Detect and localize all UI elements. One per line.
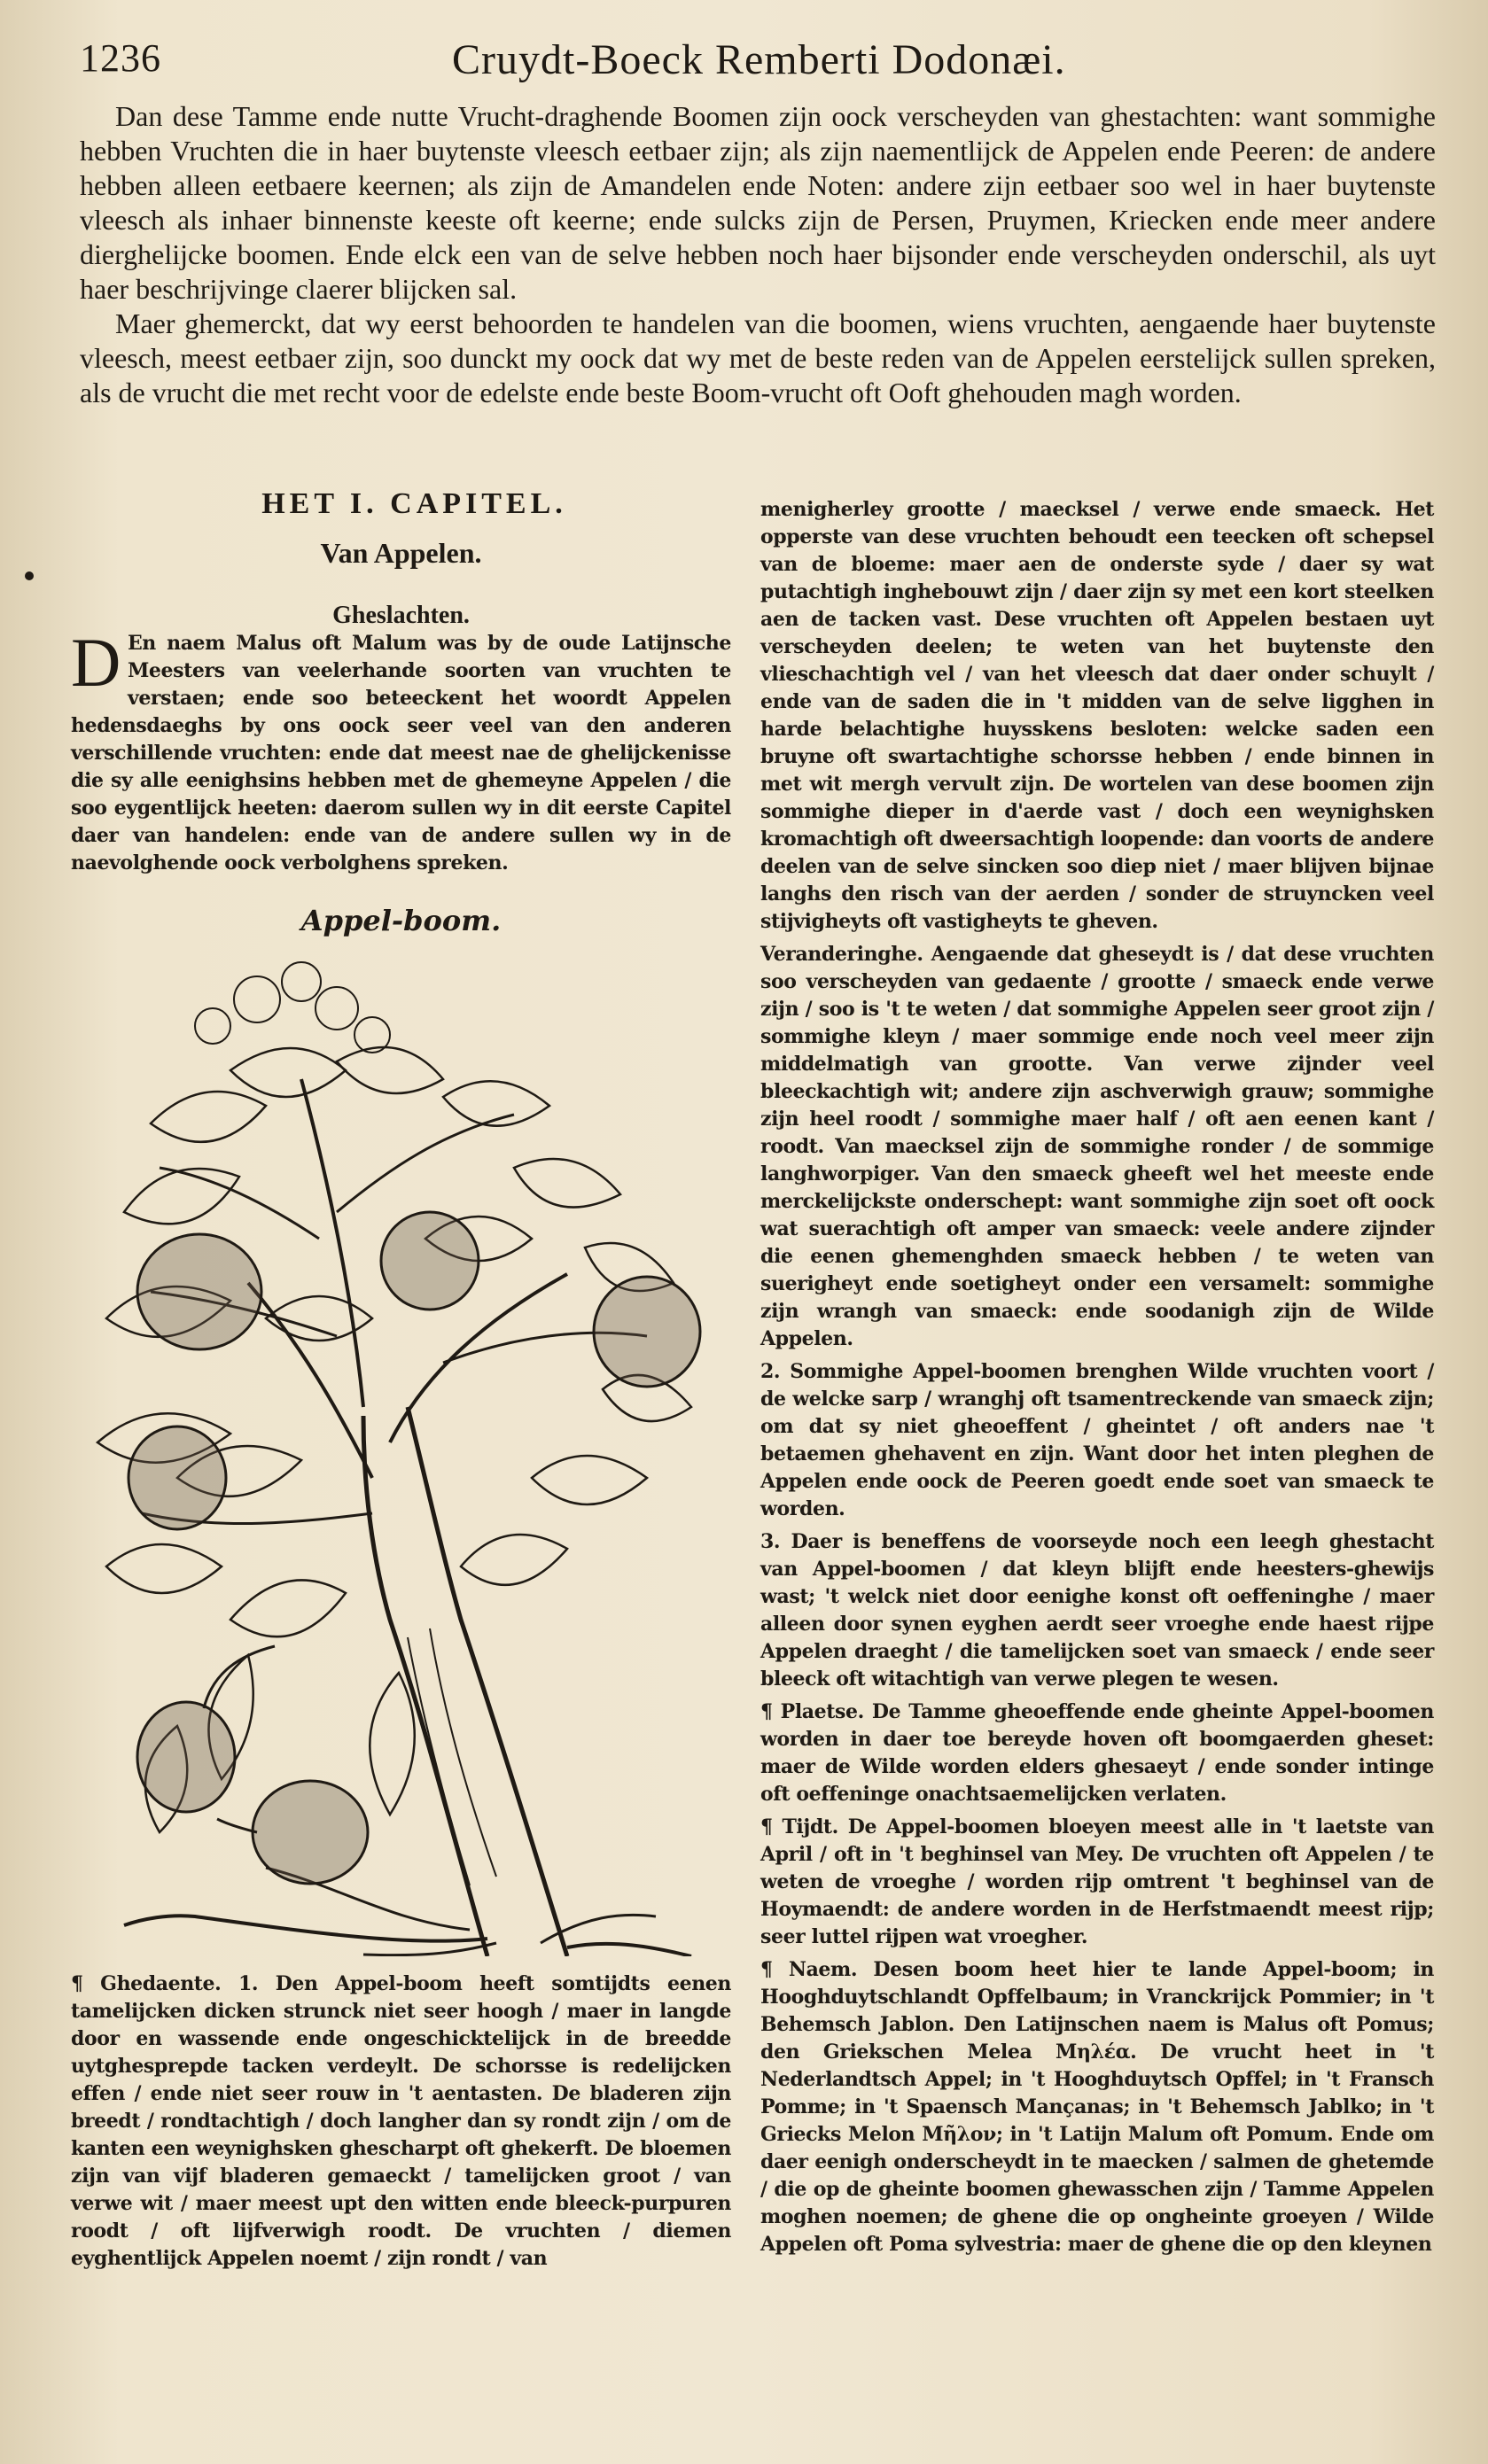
- paragraph: 2. Sommighe Appel-boomen brenghen Wilde vruchten voort / de welcke sarp / wranghj oft tsamentreckende van smaeck zijn; om dat sy niet gheoeffent / gheintet / oft anders nae 't betaemen ghehavent en zijn. Want door het inten pleghen de Appelen ende oock de Peeren goedt ende soet van smaeck te worden.: [760, 1360, 1434, 1520]
- paragraph: ¶ Tijdt. De Appel-boomen bloeyen meest alle in 't laetste van April / oft in 't beghinsel van Mey. De vruchten oft Appelen / te weten de vroeghe / worden rijp omtrent 't beghinsel van de Hoymaendt: de andere worden in de Herfstmaendt meest rijp; seer luttel rijpen wat vroegher.: [760, 1815, 1434, 1948]
- intro-paragraph: Maer ghemerckt, dat wy eerst behoorden te handelen van die boomen, wiens vruchten, aengaende haer buytenste vleesch, meest eetbaer zijn, soo dunckt my oock dat wy met de beste reden van de Appelen eerstelijck sullen spreken, als de vrucht die met recht voor de edelste ende beste Boom-vrucht oft Ooft ghehouden magh worden.: [80, 307, 1436, 408]
- chapter-title: Van Appelen.: [320, 537, 482, 569]
- apple-tree-woodcut: [71, 946, 731, 1956]
- paragraph: Veranderinghe. Aengaende dat gheseydt is / dat dese vruchten soo verscheyden van gedaente / grootte / smaeck ende verwe zijn / soo is 't te weten / dat sommighe Appelen seer groot zijn / sommighe kleyn / maer sommige ende noch veel meer zijn middelmatigh van grootte. Van verwe zijnder veel bleeckachtigh wit; andere zijn aschverwigh grauw; sommighe zijn heel roodt / sommighe maer half / oft aen eenen kant / roodt. Van maecksel zijn de sommighe ronder / de sommige langhworpiger. Van den smaeck gheeft wel het meeste ende merckelijckste onderschept: want sommighe zijn soet oft oock wat suerachtigh oft amper van smaeck: veele andere zijnder die eenen ghemenghden smaeck hebben / te weten van suerigheyt ende soetigheyt onder een versamelt: sommighe zijn wrangh van smaeck: ende soodanigh zijn de Wilde Appelen.: [760, 943, 1434, 1350]
- section-heading: Gheslachten.: [332, 602, 470, 629]
- intro-text: [80, 99, 1436, 410]
- paragraph: ¶ Ghedaente. 1. Den Appel-boom heeft somtijdts eenen tamelijcken dicken strunck niet seer hoogh / maer in langde door en wassende ende ongeschicktelijck in de breedde uytghesprepde tacken verdeylt. De schorsse is redelijcken effen / ende niet seer rouw in 't aentasten. De bladeren zijn breedt / rondtachtigh / doch langher dan sy rondt zijn / om de kanten een weynighsken ghescharpt oft ghekerft. De bloemen zijn van vijf bladeren gemaeckt / tamelijcken groot / van verwe wit / maer meest upt den witten ende bleeck-purpuren roodt / oft lijfverwigh roodt. De vruchten / diemen eyghentlijck Appelen noemt / zijn rondt / van: [71, 1972, 731, 2270]
- right-column: [760, 496, 1434, 2264]
- ink-dot: [25, 571, 34, 580]
- drop-cap: D: [71, 624, 121, 701]
- chapter-heading: HET I. CAPITEL.: [261, 487, 567, 520]
- intro-paragraph: Dan dese Tamme ende nutte Vrucht-draghende Boomen zijn oock verscheyden van ghestachten: want sommighe hebben Vruchten die in haer buytenste vleesch eetbaer zijn; als zijn naementlijck de Appelen ende Peeren: de andere hebben alleen eetbaere keernen; als zijn de Amandelen ende Noten: andere zijn eetbaer soo wel in haer buytenste vleesch als inhaer binnenste keeste oft keerne; ende sulcks zijn de Persen, Pruymen, Kriecken ende meer andere dierghelijcke boomen. Ende elck een van de selve hebben noch haer bijsonder ende verscheyden onderschil, als uyt haer beschrijvinge claerer blijcken sal.: [80, 100, 1436, 305]
- paragraph: En naem Malus oft Malum was by de oude Latijnsche Meesters van veelerhande soorten van vruchten te verstaen; ende soo beteeckent het woordt Appelen hedensdaeghs by ons oock seer veel van den anderen verschillende vruchten: ende dat meest nae de ghelijckenisse die sy alle eenighsins hebben met de ghemeyne Appelen / die soo eygentlijck heeten: daerom sullen wy in dit eerste Capitel daer van handelen: ende van de andere sullen wy in de naevolghende oock verbolghens spreken.: [71, 632, 731, 874]
- body-text: [71, 624, 731, 877]
- paragraph: menigherley grootte / maecksel / verwe ende smaeck. Het opperste van dese vruchten behoudt een teecken oft schepsel van de bloeme: maer aen de onderste syde / daer sy wat putachtigh inghebouwt zijn / daer zijn sy met een kort steelken aen de tacken vast. Dese vruchten oft Appelen bestaen uyt verscheyden deelen; te weten van het buytenste den vlieschachtigh vel / van het vleesch dat daer onder schuylt / ende van de saden die in 't midden van de selve ligghen in harde belachtighe huysskens besloten: welcke saden een bruyne oft swartachtighe schorsse hebben / ende binnen in met wit mergh vervult zijn. De wortelen van dese boomen zijn sommighe dieper in d'aerde vast / doch een weynighsken kromachtigh oft dweersachtigh loopende: dan voorts de andere deelen van de selve sincken soo diep niet / maer blijven bijnae langhs den risch van der aerden / sonder de struyncken veel stijvigheyts oft vastigheyts te gheven.: [760, 498, 1434, 933]
- left-column: [71, 487, 731, 2278]
- running-title: Cruydt-Boeck Remberti Dodonæi.: [452, 36, 1066, 83]
- paragraph: ¶ Naem. Desen boom heet hier te lande Appel-boom; in Hooghduytschlandt Opffelbaum; in Vranckrijck Pommier; in 't Behemsch Jablon. Den Latijnschen naem is Malus oft Pomus; den Griekschen Melea Μηλέα. De vrucht heet in 't Nederlandtsch Appel; in 't Hooghduytsch Opffel; in 't Fransch Pomme; in 't Spaensch Mançanas; in 't Behemsch Jablko; in 't Griecks Melon Μῆλον; in 't Latijn Malum oft Pomum. Ende om daer eenigh onderscheydt in te maecken / salmen de ghetemde / die op de gheinte boomen ghewasschen zijn / Tamme Appelen moghen noemen; de ghene die op ongheinte groeyen / Wilde Appelen oft Poma sylvestria: maer de ghene die op den kleynen: [760, 1958, 1434, 2256]
- body-text: [71, 1970, 731, 2273]
- figure-caption: Appel-boom.: [300, 904, 502, 937]
- page-number: 1236: [80, 36, 161, 80]
- paragraph: 3. Daer is beneffens de voorseyde noch een leegh ghestacht van Appel-boomen / dat kleyn blijft ende heesters-ghewijs wast; 't welck niet door eenighe konst oft oeffeninghe / maer alleen door synen eyghen aerdt seer vroeghe ende haest rijpe Appelen draeght / die tamelijcken soet van smaeck / ende seer bleeck oft witachtigh van verwe plegen te wesen.: [760, 1530, 1434, 1691]
- paragraph: ¶ Plaetse. De Tamme gheoeffende ende gheinte Appel-boomen worden in daer toe bereyde hoven oft boomgaerden gheset: maer de Wilde worden elders ghesaeyt / ende sonder intinge oft oeffeninge onachtsaemelijcken verlaten.: [760, 1700, 1434, 1806]
- page-header: [80, 35, 1427, 97]
